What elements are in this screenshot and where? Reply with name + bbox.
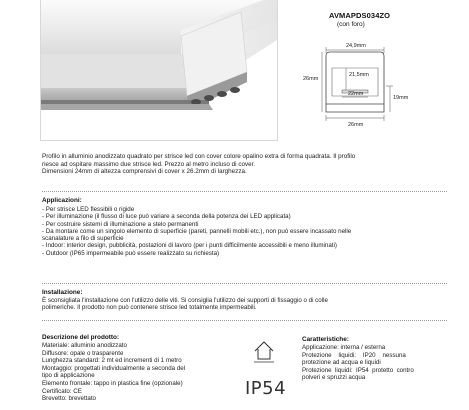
house-protection-icon	[252, 339, 276, 365]
dim-side-label: 19mm	[393, 95, 409, 101]
product-description-heading: Descrizione del prodotto:	[42, 334, 120, 341]
characteristics-list	[302, 344, 447, 382]
characteristic-line: Applicazione: interna / esterna	[302, 344, 386, 351]
spec-line: Brevetto: brevettato	[42, 395, 96, 403]
description-paragraph	[42, 153, 462, 176]
applications-list	[42, 206, 462, 257]
installation-heading: Installazione:	[42, 289, 83, 296]
dim-inner-label: 21,5mm	[349, 72, 369, 78]
product-photo	[40, 0, 278, 141]
list-item: - Per costruire sistemi di illuminazione a stelo permanenti	[42, 220, 199, 228]
divider	[42, 320, 447, 321]
applications-heading: Applicazioni:	[42, 197, 82, 204]
aluminium-profile-image	[41, 0, 277, 140]
product-description-list	[42, 342, 242, 403]
spec-line: Diffusore: opale o trasparente	[42, 349, 124, 357]
characteristics-heading: Caratteristiche:	[302, 336, 349, 343]
list-item: scanalature a filo di superficie	[42, 235, 124, 243]
installation-text	[42, 297, 462, 312]
dim-height-label: 26mm	[303, 76, 319, 82]
dim-led-label: 22mm	[348, 91, 364, 97]
product-code: AVMAPDS034ZO	[329, 11, 391, 20]
spec-line: Elemento frontale: tappo in plastica fine (opzionale)	[42, 379, 183, 387]
list-item: - Indoor: interior design, pubblicità, postazioni di lavoro (per i punti difficilmente accessibili e meno illuminati)	[42, 242, 337, 250]
installation-line: polimeriche. Il prodotto non può contenere strisce led totalmente impermeabili.	[42, 304, 257, 312]
description-line: Dimensioni 24mm di altezza comprensivi di cover x 26.2mm di larghezza.	[42, 168, 247, 176]
list-item: - Da montare come un singolo elemento di superficie (pareti, pannelli mobili etc.), non può essere incassato nelle	[42, 227, 352, 235]
list-item: - Per strisce LED flessibili o rigide	[42, 206, 135, 213]
characteristic-line: protezione ad acqua e liquidi	[302, 359, 381, 367]
divider	[42, 283, 447, 284]
installation-line: È sconsigliata l'installazione con l'utilizzo delle viti. Si consiglia l'utilizzo dei supporti di fissaggio o di colle	[42, 297, 328, 304]
spec-line: Lunghezza standard: 2 mt ed incrementi di 1 metro	[42, 357, 182, 365]
characteristic-line: Protezione liquidi: IP54 protetto contro	[302, 366, 414, 374]
cross-section-drawing	[302, 38, 434, 128]
ip-rating-label: IP54	[245, 378, 287, 399]
spec-line: tipo di applicazione	[42, 372, 95, 380]
characteristic-line: Protezione liquidi: IP20 nessuna	[302, 351, 406, 359]
list-item: - Per illuminazione (il flusso di luce può variare a seconda della potenza dei LED applicata)	[42, 213, 291, 221]
dim-top-label: 24,9mm	[346, 43, 366, 49]
product-variant: (con foro)	[337, 21, 365, 28]
spec-line: Materiale: alluminio anodizzato	[42, 342, 127, 349]
spec-line: Montaggio: progettati individualmente a seconda del	[42, 364, 186, 372]
characteristic-line: polveri e spruzzi acqua	[302, 374, 366, 382]
dim-bottom-label: 26mm	[348, 122, 364, 128]
list-item: - Outdoor (IP65 impermeabile può essere realizzato su richiesta)	[42, 249, 220, 257]
spec-line: Certificato: CE	[42, 387, 82, 395]
description-line: Profilo in alluminio anodizzato quadrato per strisce led con cover colore opalino extra di forma quadrata. Il profilo	[42, 153, 356, 160]
description-line: riesce ad ospitare massimo due strisce led. Prezzo al metro incluso di cover.	[42, 160, 256, 168]
divider	[42, 191, 447, 192]
